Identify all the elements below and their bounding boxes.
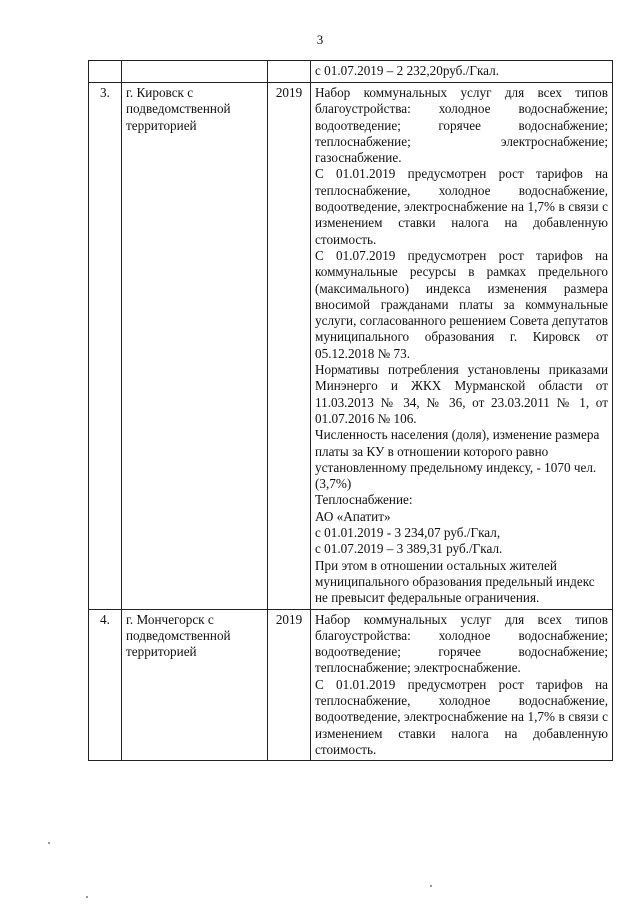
paragraph: Численность населения (доля), изменение размера платы за КУ в отношении которого равно установленному предельному индексу, - 1070 чел. (3,7%) <box>315 427 600 492</box>
table-row <box>89 609 613 761</box>
paragraph: Набор коммунальных услуг для всех типов благоустройства: холодное водоснабжение; водоотведение; горячее водоснабжение; теплоснабжение; электроснабжение; газоснабжение. <box>315 85 608 166</box>
scan-speck <box>430 885 432 887</box>
paragraph: с 01.01.2019 - 3 234,07 руб./Гкал, <box>315 525 501 541</box>
year-cell <box>268 61 311 83</box>
year-cell: 2019 <box>268 609 311 761</box>
page-number: 3 <box>316 32 324 47</box>
paragraph: Теплоснабжение: <box>315 492 413 508</box>
table-row <box>89 83 613 610</box>
row-number <box>89 61 122 83</box>
territory-cell: г. Мончегорск с подведомственной территорией <box>122 609 268 761</box>
territory-cell <box>122 61 268 83</box>
paragraph: С 01.07.2019 предусмотрен рост тарифов на коммунальные ресурсы в рамках предельного (максимального) индекса изменения размера вносимой гражданами платы за коммунальные услуги, согласованного решением Совета депутатов муниципального образования г. Кировск от 05.12.2018 № 73. <box>315 247 608 361</box>
paragraph: Набор коммунальных услуг для всех типов благоустройства: холодное водоснабжение; водоотведение; горячее водоснабжение; теплоснабжение; электроснабжение. <box>315 611 608 676</box>
description-cell <box>311 61 613 83</box>
year-cell: 2019 <box>268 83 311 610</box>
paragraph: Нормативы потребления установлены приказами Минэнерго и ЖКХ Мурманской области от 11.03.2013 № 34, № 36, от 23.03.2011 № 1, от 01.07.2016 № 106. <box>315 362 608 426</box>
paragraph: С 01.01.2019 предусмотрен рост тарифов на теплоснабжение, холодное водоснабжение, водоотведение, электроснабжение на 1,7% в связи с изменением ставки налога на добавленную стоимость. <box>315 166 608 247</box>
territory-cell: г. Кировск с подведомственной территорией <box>122 83 268 610</box>
row-number: 3. <box>89 83 122 610</box>
row-number: 4. <box>89 609 122 761</box>
description-cell <box>311 609 613 761</box>
paragraph: С 01.01.2019 предусмотрен рост тарифов на теплоснабжение, холодное водоснабжение, водоотведение, электроснабжение на 1,7% в связи с изменением ставки налога на добавленную стоимость. <box>315 676 608 757</box>
table-row <box>89 61 613 83</box>
scan-speck <box>48 842 50 844</box>
paragraph: При этом в отношении остальных жителей муниципального образования предельный индекс не превысит федеральные ограничения. <box>315 557 595 606</box>
paragraph: с 01.07.2019 – 2 232,20руб./Гкал. <box>315 63 500 78</box>
paragraph: АО «Апатит» <box>315 508 391 524</box>
tariff-table <box>88 60 613 761</box>
scan-speck <box>86 896 88 898</box>
description-cell <box>311 83 613 610</box>
paragraph: с 01.07.2019 – 3 389,31 руб./Гкал. <box>315 541 503 557</box>
